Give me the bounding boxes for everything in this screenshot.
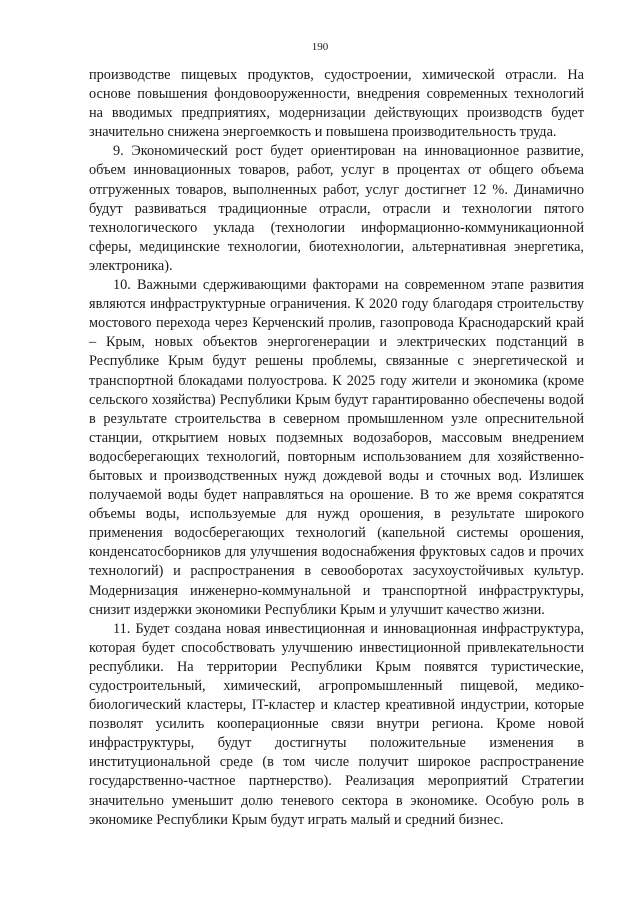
page-number: 190	[311, 41, 329, 53]
paragraph-item-9: 9. Экономический рост будет ориентирован на инновационное развитие, объем инновационных товаров, работ, услуг в процентах от общего объема отгруженных товаров, выполненных работ, услуг достигнет 12 %. Динамично будут развиваться традиционные отрасли, отрасли и технологии пятого технологического уклада (технологии информационно-коммуникационной сферы, медицинские технологии, биотехнологии, альтернативная энергетика, электроника).	[89, 143, 584, 274]
paragraph-item-11: 11. Будет создана новая инвестиционная и инновационная инфраструктура, которая будет способствовать улучшению инвестиционной привлекательности республики. На территории Республики Крым появятся туристические, судостроительный, химический, агропромышленный пищевой, медико-биологический кластеры, IT-кластер и кластер креативной индустрии, которые позволят усилить кооперационные связи внутри региона. Кроме новой инфраструктуры, будут достигнуты положительные изменения в институциональной среде (в том числе получит широкое распространение государственно-частное партнерство). Реализация мероприятий Стратегии значительно уменьшит долю теневого сектора в экономике. Особую роль в экономике Республики Крым будут играть малый и средний бизнес.	[89, 620, 584, 828]
paragraph-continuation: производстве пищевых продуктов, судостроении, химической отрасли. На основе повышения фондовооруженности, внедрения современных технологий на вводимых предприятиях, модернизации действующих производств будет значительно снижена энергоемкость и повышена производительность труда.	[89, 67, 584, 141]
paragraph-item-10: 10. Важными сдерживающими факторами на современном этапе развития являются инфраструктурные ограничения. К 2020 году благодаря строительству мостового перехода через Керченский пролив, газопровода Краснодарский край – Крым, новых объектов энергогенерации и электрических подстанций в Республике Крым будут решены проблемы, связанные с энергетической и транспортной блокадами полуострова. К 2025 году жители и экономика (кроме сельского хозяйства) Республики Крым будут гарантированно обеспечены водой в результате строительства в северном промышленном узле опреснительной станции, открытием новых подземных водозаборов, массовым внедрением водосберегающих технологий, повторным использованием для хозяйственно-бытовых и производственных нужд дождевой воды и сточных вод. Излишек получаемой воды будет направляться на орошение. В то же время сократятся объемы воды, используемые для нужд орошения, в результате широкого применения водосберегающих технологий (капельной системы орошения, конденсатосборников для улучшения водоснабжения фруктовых садов и прочих технологий) и распространения в севооборотах засухоустойчивых культур. Модернизация инженерно-коммунальной и транспортной инфраструктуры, снизит издержки экономики Республики Крым и улучшит качество жизни.	[89, 277, 584, 618]
document-body	[89, 66, 584, 830]
